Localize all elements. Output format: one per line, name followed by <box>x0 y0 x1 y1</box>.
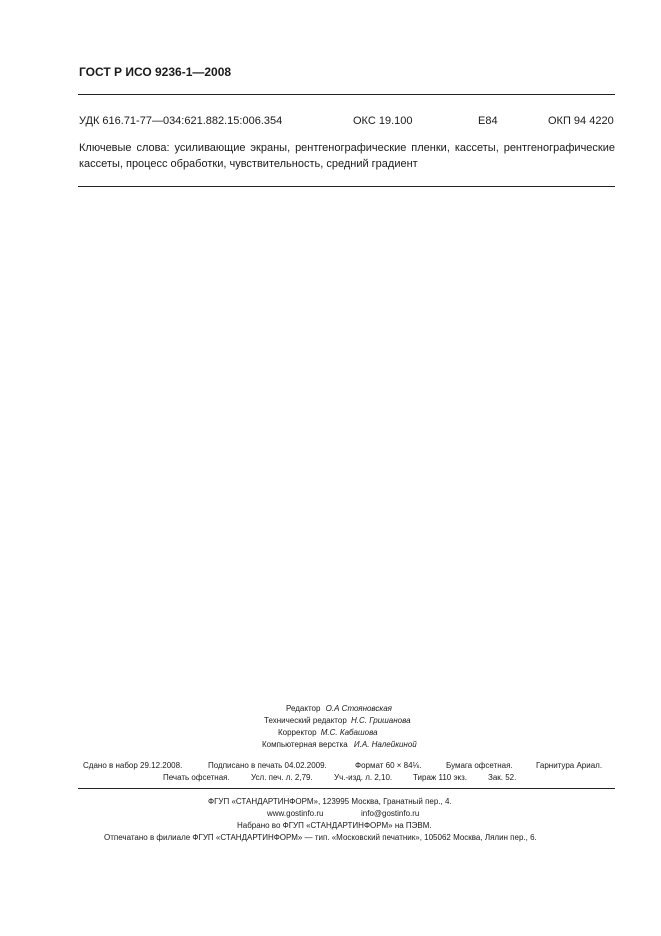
keywords-text: Ключевые слова: усиливающие экраны, рентгенографические пленки, кассеты, рентгенографические кассеты, процесс обработки, чувствительность, средний градиент <box>79 142 615 170</box>
layout-line <box>262 740 417 749</box>
editor-line <box>286 704 392 713</box>
publisher-typeset-note: Набрано во ФГУП «СТАНДАРТИНФОРМ» на ПЭВМ. <box>237 821 432 830</box>
publisher-website[interactable]: www.gostinfo.ru <box>267 809 324 818</box>
layout-name: И.А. Налейкиной <box>353 740 417 749</box>
imprint-format: Формат 60 × 84⅛. <box>355 761 422 770</box>
imprint-print-sheets: Усл. печ. л. 2,79. <box>251 773 313 782</box>
tech-editor-role: Технический редактор <box>264 716 347 725</box>
oks-code: ОКС 19.100 <box>353 115 413 127</box>
imprint-printing: Печать офсетная. <box>163 773 230 782</box>
imprint-circulation: Тираж 110 экз. <box>413 773 468 782</box>
category-code: Е84 <box>478 115 498 127</box>
imprint-submitted: Сдано в набор 29.12.2008. <box>83 761 183 770</box>
publisher-email[interactable]: info@gostinfo.ru <box>361 809 420 818</box>
okp-code: ОКП 94 4220 <box>548 115 614 127</box>
editor-role: Редактор <box>286 704 321 713</box>
corrector-line <box>278 728 378 737</box>
bottom-divider <box>78 186 615 187</box>
document-title: ГОСТ Р ИСО 9236-1—2008 <box>79 65 232 79</box>
publisher-print-note: Отпечатано в филиале ФГУП «СТАНДАРТИНФОРМ» — тип. «Московский печатник», 105062 Москва, Лялин пер., 6. <box>104 833 537 842</box>
publisher-address: ФГУП «СТАНДАРТИНФОРМ», 123995 Москва, Гранатный пер., 4. <box>208 797 452 806</box>
imprint-pub-sheets: Уч.-изд. л. 2,10. <box>334 773 393 782</box>
corrector-name: М.С. Кабашова <box>320 728 378 737</box>
editor-name: О.А Стояновская <box>325 704 392 713</box>
top-divider <box>78 94 615 95</box>
imprint-typeface: Гарнитура Ариал. <box>536 761 603 770</box>
udk-code: УДК 616.71-77—034:621.882.15:006.354 <box>79 115 283 127</box>
layout-role: Компьютерная верстка <box>262 740 348 749</box>
corrector-role: Корректор <box>278 728 317 737</box>
publisher-divider <box>78 788 615 789</box>
tech-editor-name: Н.С. Гришанова <box>351 716 411 725</box>
imprint-paper: Бумага офсетная. <box>446 761 513 770</box>
imprint-signed: Подписано в печать 04.02.2009. <box>208 761 327 770</box>
tech-editor-line <box>264 716 411 725</box>
imprint-order: Зак. 52. <box>488 773 517 782</box>
